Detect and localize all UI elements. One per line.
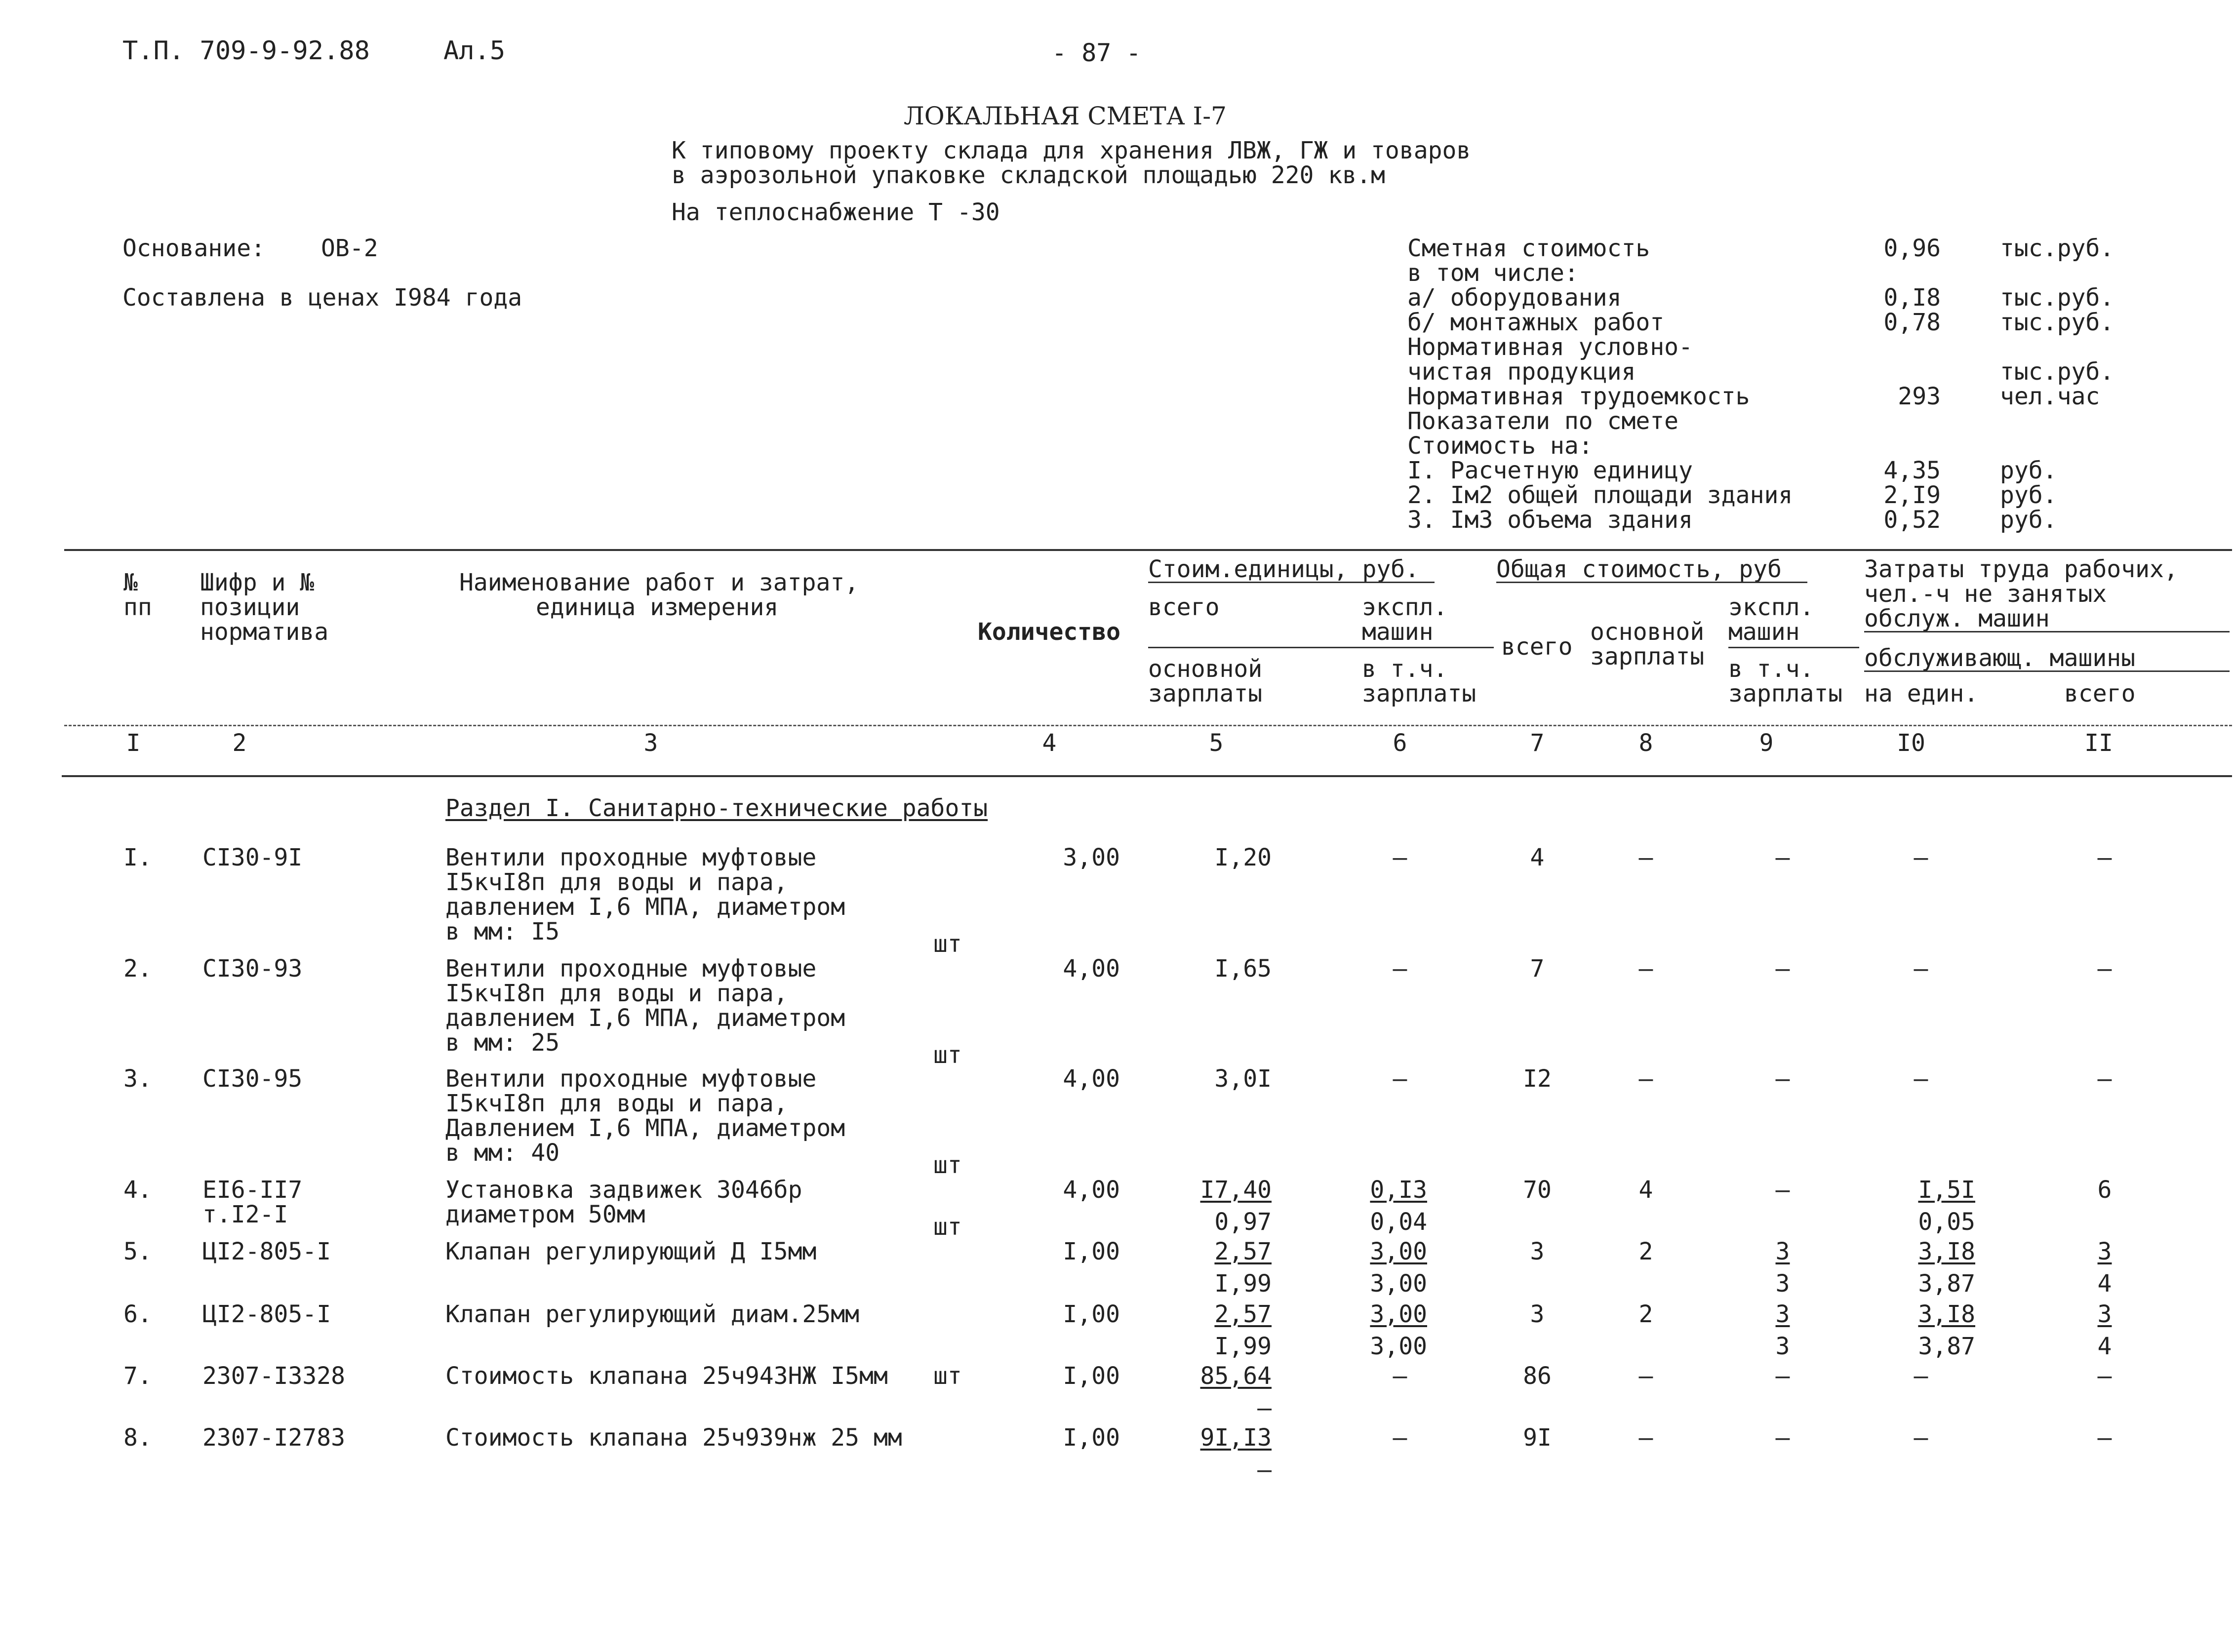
row-code: EI6-II7 [202,1176,303,1204]
row-code: т.I2-I [202,1201,288,1228]
row-total: 70 [1523,1176,1552,1204]
summary-unit: тыс.руб. [2000,309,2115,336]
hdr-labor-1: Затраты труда рабочих, [1864,555,2178,583]
row-number: 7. [123,1362,152,1390]
row-labor-total: – [2097,1362,2112,1390]
row-number: 3. [123,1065,152,1093]
row-labor-unit: – [1914,844,1928,871]
row-total-wage: – [1638,1424,1653,1452]
header-bottom-rule [62,775,2232,777]
column-number: I [126,729,141,757]
row-number: 2. [123,955,152,983]
summary-value: 2,I9 [1883,481,1941,509]
row-total-wage: – [1638,844,1653,871]
row-labor-unit-machines: 0,05 [1918,1208,1975,1236]
row-unit-cost: 2,57 [1214,1300,1272,1328]
summary-unit: тыс.руб. [2000,284,2115,312]
row-machines-wage: 3,00 [1370,1270,1427,1298]
summary-label: Нормативная трудоемкость [1407,383,1750,410]
row-labor-unit: – [1914,1362,1928,1390]
row-labor-total: 3 [2097,1300,2112,1328]
column-number: I0 [1897,729,1925,757]
doc-ref: Т.П. 709-9-92.88 [122,36,370,66]
summary-label: 3. Iм3 объема здания [1407,506,1693,534]
summary-label: Нормативная условно- [1407,333,1693,361]
row-number: 4. [123,1176,152,1204]
summary-label: Стоимость на: [1407,432,1593,460]
row-labor-unit: – [1914,955,1928,983]
row-unit-cost: 3,0I [1214,1065,1272,1093]
row-total-wage: 2 [1638,1238,1653,1265]
hdr-c8-osn-1: основной [1590,618,1705,646]
row-machines-cost: – [1393,955,1407,983]
hdr-total-cost-rule [1496,582,1807,583]
row-code: ЦI2-805-I [202,1300,331,1328]
column-number: 9 [1759,729,1774,757]
row-unit-cost-wage: 0,97 [1214,1208,1272,1236]
basis-label: Основание: [122,235,265,262]
hdr-name-2: единица измерения [536,593,779,621]
row-labor-total: – [2097,955,2112,983]
row-qty: I,00 [1063,1238,1120,1265]
row-name: Клапан регулирующий Д I5мм [445,1238,817,1265]
column-number: 7 [1530,729,1545,757]
row-code: ЦI2-805-I [202,1238,331,1265]
summary-unit: руб. [2000,481,2057,509]
column-number: 8 [1638,729,1653,757]
row-labor-unit-machines: 3,87 [1918,1333,1975,1360]
column-number: 3 [643,729,658,757]
row-total-machines: – [1775,955,1790,983]
row-name: в мм: 40 [445,1139,560,1167]
row-total: 3 [1530,1238,1545,1265]
row-unit: шт [933,930,962,958]
row-machines-wage: 3,00 [1370,1333,1427,1360]
hdr-code-3: норматива [200,618,329,646]
row-labor-total-machines: 4 [2097,1333,2112,1360]
row-code: CI30-95 [202,1065,303,1093]
row-total-machines: – [1775,1065,1790,1093]
row-qty: 4,00 [1063,955,1120,983]
column-number: II [2084,729,2113,757]
row-labor-total: – [2097,1065,2112,1093]
row-code: CI30-9I [202,844,303,871]
row-total-machines: 3 [1775,1238,1790,1265]
hdr-code-2: позиции [200,593,300,621]
title-line-1: К типовому проекту склада для хранения ЛВЖ, ГЖ и товаров [672,137,1471,164]
summary-label: а/ оборудования [1407,284,1622,312]
row-machines-cost: 0,I3 [1370,1176,1427,1204]
row-total: 86 [1523,1362,1552,1390]
row-name: давлением I,6 МПА, диаметром [445,893,845,921]
summary-label: Показатели по смете [1407,407,1679,435]
row-name: Вентили проходные муфтовые [445,955,817,983]
row-name: Клапан регулирующий диам.25мм [445,1300,860,1328]
hdr-c9-ekspl-1: экспл. [1728,593,1814,621]
row-total-wage: 2 [1638,1300,1653,1328]
hdr-c6-ekspl-1: экспл. [1362,593,1448,621]
row-qty: I,00 [1063,1300,1120,1328]
row-machines-cost: – [1393,1362,1407,1390]
hdr-total-cost: Общая стоимость, руб [1496,555,1782,583]
basis-value: ОВ-2 [321,235,378,262]
row-machines-cost: – [1393,1065,1407,1093]
row-labor-unit-machines: 3,87 [1918,1270,1975,1298]
row-unit-cost: 85,64 [1200,1362,1272,1390]
row-machines-cost: 3,00 [1370,1300,1427,1328]
hdr-labor-sub-rule [1864,670,2230,672]
row-name: Стоимость клапана 25ч939нж 25 мм [445,1424,902,1452]
row-labor-total-machines: 4 [2097,1270,2112,1298]
hdr-c5c6-rule [1148,647,1494,648]
row-labor-unit: 3,I8 [1918,1238,1975,1265]
row-labor-unit: – [1914,1065,1928,1093]
row-code: 2307-I2783 [202,1424,345,1452]
row-qty: 4,00 [1063,1065,1120,1093]
column-number: 6 [1393,729,1407,757]
row-number: I. [123,844,152,871]
row-unit-cost-wage: – [1257,1456,1272,1484]
summary-label: в том числе: [1407,259,1579,287]
row-qty: 3,00 [1063,844,1120,871]
row-machines-cost: 3,00 [1370,1238,1427,1265]
row-labor-unit: 3,I8 [1918,1300,1975,1328]
title-line-2: в аэрозольной упаковке складской площадью 220 кв.м [672,161,1385,189]
hdr-c5-osn-1: основной [1148,655,1263,683]
hdr-labor-sub: обслуживающ. машины [1864,644,2136,672]
row-unit-cost: I7,40 [1200,1176,1272,1204]
row-name: диаметром 50мм [445,1201,645,1228]
page-number: - 87 - [1052,39,1141,67]
row-unit-cost-wage: I,99 [1214,1333,1272,1360]
row-number: 8. [123,1424,152,1452]
row-total: 7 [1530,955,1545,983]
hdr-c9-vtch-1: в т.ч. [1728,655,1814,683]
hdr-name-1: Наименование работ и затрат, [459,569,859,596]
sheet-number: Ал.5 [443,36,506,66]
hdr-qty: Количество [978,618,1120,646]
hdr-c6-vtch-1: в т.ч. [1362,655,1448,683]
column-number: 5 [1209,729,1224,757]
row-total-wage: – [1638,1362,1653,1390]
summary-value: 0,52 [1883,506,1941,534]
row-name: Давлением I,6 МПА, диаметром [445,1114,845,1142]
hdr-code-1: Шифр и № [200,569,315,596]
row-total-machines: 3 [1775,1300,1790,1328]
hdr-num-1: № [123,569,138,596]
summary-value: 4,35 [1883,457,1941,484]
row-machines-cost: – [1393,1424,1407,1452]
row-unit-cost: I,65 [1214,955,1272,983]
row-name: I5кчI8п для воды и пара, [445,1090,788,1117]
row-qty: 4,00 [1063,1176,1120,1204]
row-name: Вентили проходные муфтовые [445,844,817,871]
row-total-wage: 4 [1638,1176,1653,1204]
row-total-machines: – [1775,1176,1790,1204]
row-name: I5кчI8п для воды и пара, [445,980,788,1007]
hdr-c11-vsego: всего [2064,680,2136,708]
hdr-c6-ekspl-2: машин [1362,618,1434,646]
summary-unit: тыс.руб. [2000,358,2115,386]
row-labor-total: – [2097,1424,2112,1452]
hdr-unit-cost: Стоим.единицы, руб. [1148,555,1420,583]
row-code: 2307-I3328 [202,1362,345,1390]
row-name: Стоимость клапана 25ч943НЖ I5мм [445,1362,888,1390]
hdr-c5-osn-2: зарплаты [1148,680,1263,708]
summary-label: Сметная стоимость [1407,235,1650,262]
hdr-c9-vtch-2: зарплаты [1728,680,1843,708]
row-name: давлением I,6 МПА, диаметром [445,1004,845,1032]
row-unit-cost: 2,57 [1214,1238,1272,1265]
hdr-c7-vsego: всего [1501,633,1573,661]
row-unit: шт [933,1041,962,1069]
summary-label: чистая продукция [1407,358,1636,386]
row-name: Установка задвижек 3046бр [445,1176,802,1204]
summary-label: 2. Iм2 общей площади здания [1407,481,1793,509]
row-labor-unit: – [1914,1424,1928,1452]
summary-unit: чел.час [2000,383,2100,410]
row-number: 6. [123,1300,152,1328]
row-total: I2 [1523,1065,1552,1093]
row-labor-total: 3 [2097,1238,2112,1265]
row-unit-cost-wage: I,99 [1214,1270,1272,1298]
column-number: 4 [1042,729,1057,757]
row-number: 5. [123,1238,152,1265]
hdr-unit-cost-rule [1148,582,1435,583]
prices-basis: Составлена в ценах I984 года [122,284,522,312]
row-name: I5кчI8п для воды и пара, [445,868,788,896]
row-labor-total: 6 [2097,1176,2112,1204]
row-labor-total: – [2097,844,2112,871]
summary-label: I. Расчетную единицу [1407,457,1693,484]
hdr-c9-rule [1728,647,1859,648]
summary-value: 0,I8 [1883,284,1941,312]
row-name: в мм: I5 [445,918,560,945]
hdr-labor-rule [1864,631,2230,632]
hdr-num-2: пп [123,593,152,621]
column-number: 2 [232,729,247,757]
row-total-machines-wage: 3 [1775,1270,1790,1298]
summary-value: 293 [1898,383,1941,410]
row-unit: шт [933,1213,962,1241]
row-machines-wage: 0,04 [1370,1208,1427,1236]
row-unit-cost: 9I,I3 [1200,1424,1272,1452]
hdr-labor-3: обслуж. машин [1864,605,2050,632]
hdr-c9-ekspl-2: машин [1728,618,1800,646]
estimate-heading: ЛОКАЛЬНАЯ СМЕТА I-7 [904,102,1227,130]
hdr-c5-vsego: всего [1148,593,1220,621]
row-total-wage: – [1638,955,1653,983]
row-unit-cost: I,20 [1214,844,1272,871]
row-unit: шт [933,1151,962,1179]
hdr-c10-na-edin: на един. [1864,680,1979,708]
row-total: 4 [1530,844,1545,871]
row-code: CI30-93 [202,955,303,983]
hdr-c6-vtch-2: зарплаты [1362,680,1477,708]
row-qty: I,00 [1063,1424,1120,1452]
row-total: 9I [1523,1424,1552,1452]
row-machines-cost: – [1393,844,1407,871]
hdr-c8-osn-2: зарплаты [1590,643,1705,670]
row-labor-unit: I,5I [1918,1176,1975,1204]
section-title: Раздел I. Санитарно-технические работы [445,794,988,822]
row-total-machines: – [1775,1424,1790,1452]
summary-unit: руб. [2000,457,2057,484]
hdr-labor-2: чел.-ч не занятых [1864,580,2107,608]
summary-unit: тыс.руб. [2000,235,2115,262]
summary-value: 0,78 [1883,309,1941,336]
row-unit: шт [933,1362,962,1390]
row-total-machines: – [1775,1362,1790,1390]
title-line-3: На теплоснабжение Т -30 [672,198,1000,226]
summary-label: б/ монтажных работ [1407,309,1665,336]
row-total: 3 [1530,1300,1545,1328]
row-unit-cost-wage: – [1257,1394,1272,1422]
row-name: в мм: 25 [445,1029,560,1057]
row-name: Вентили проходные муфтовые [445,1065,817,1093]
summary-unit: руб. [2000,506,2057,534]
row-total-machines-wage: 3 [1775,1333,1790,1360]
row-total-machines: – [1775,844,1790,871]
table-top-rule [64,549,2232,551]
summary-value: 0,96 [1883,235,1941,262]
row-qty: I,00 [1063,1362,1120,1390]
row-total-wage: – [1638,1065,1653,1093]
header-dash-rule [64,725,2232,726]
